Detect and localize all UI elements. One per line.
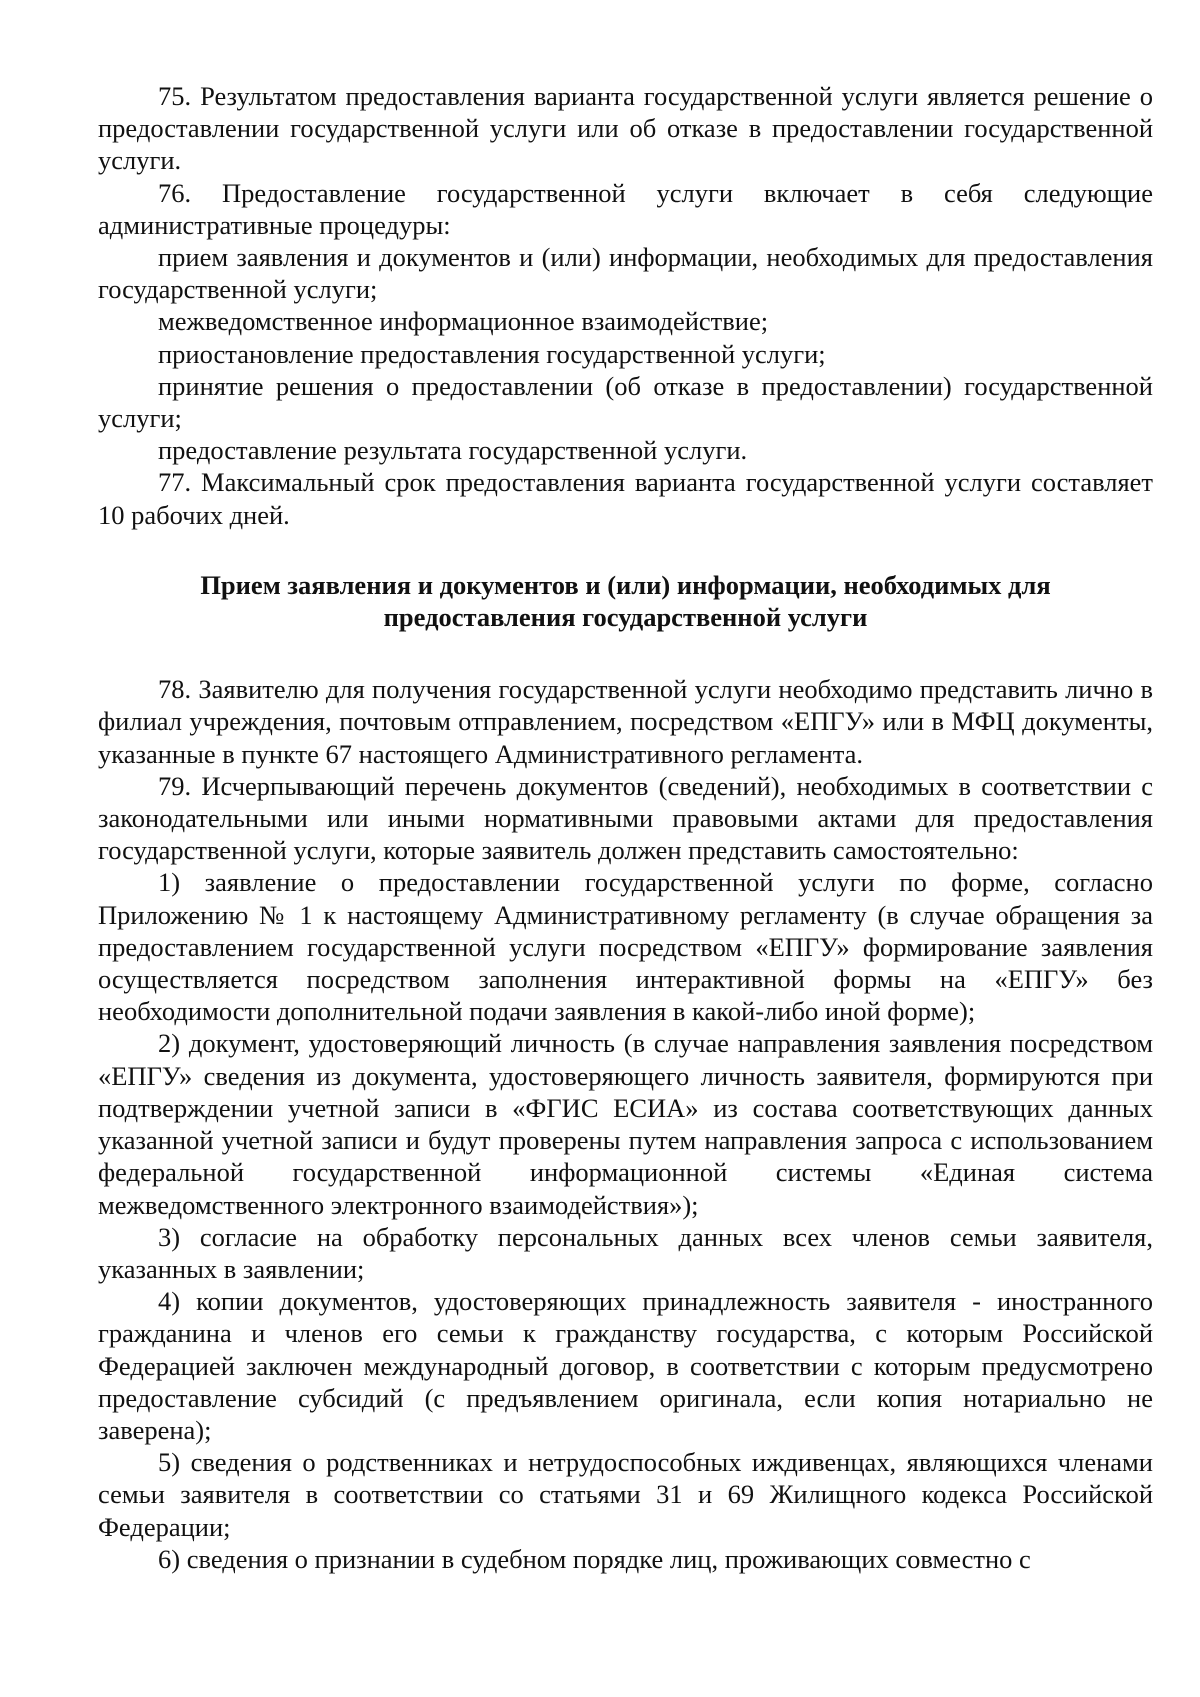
section-heading-line-1: Прием заявления и документов и (или) информации, необходимых для bbox=[200, 569, 1051, 600]
paragraph-75: 75. Результатом предоставления варианта государственной услуги является решение о предоставлении государственной услуги или об отказе в предоставлении государственной услуги. bbox=[98, 81, 1153, 176]
list-item-6-court-recognition: 6) сведения о признании в судебном порядке лиц, проживающих совместно с bbox=[158, 1543, 1031, 1574]
procedure-item-result: предоставление результата государственной услуги. bbox=[158, 435, 748, 466]
procedure-item-decision: принятие решения о предоставлении (об отказе в предоставлении) государственной услуги; bbox=[98, 370, 1153, 434]
list-item-3-consent: 3) согласие на обработку персональных данных всех членов семьи заявителя, указанных в заявлении; bbox=[98, 1221, 1153, 1284]
procedure-item-interagency: межведомственное информационное взаимодействие; bbox=[158, 306, 769, 337]
paragraph-79: 79. Исчерпывающий перечень документов (сведений), необходимых в соответствии с законодательными или иными нормативными правовыми актами для предоставления государственной услуги, которые заявитель должен представить самостоятельно: bbox=[98, 770, 1153, 866]
paragraph-76: 76. Предоставление государственной услуги включает в себя следующие административные процедуры: bbox=[98, 177, 1153, 240]
list-item-5-relatives-info: 5) сведения о родственниках и нетрудоспособных иждивенцах, являющихся членами семьи заявителя в соответствии со статьями 31 и 69 Жилищного кодекса Российской Федерации; bbox=[98, 1447, 1153, 1542]
paragraph-78: 78. Заявителю для получения государственной услуги необходимо представить лично в филиал учреждения, почтовым отправлением, посредством «ЕПГУ» или в МФЦ документы, указанные в пункте 67 настоящего Административного регламента. bbox=[98, 674, 1153, 769]
paragraph-77: 77. Максимальный срок предоставления варианта государственной услуги составляет 10 рабочих дней. bbox=[98, 467, 1153, 530]
section-heading bbox=[158, 569, 1093, 633]
procedure-item-reception: прием заявления и документов и (или) информации, необходимых для предоставления государственной услуги; bbox=[98, 242, 1153, 305]
list-item-4-citizenship-copies: 4) копии документов, удостоверяющих принадлежность заявителя - иностранного гражданина и членов его семьи к гражданству государства, с которым Российской Федерацией заключен международный договор, в соответствии с которым предусмотрено предоставление субсидий (с предъявлением оригинала, если копия нотариально не заверена); bbox=[98, 1286, 1153, 1445]
list-item-2-identity-document: 2) документ, удостоверяющий личность (в случае направления заявления посредством «ЕПГУ» сведения из документа, удостоверяющего личность заявителя, формируются при подтверждении учетной записи в «ФГИС ЕСИА» из состава соответствующих данных указанной учетной записи и будут проверены путем направления запроса с использованием федеральной государственной информационной системы «Единая система межведомственного электронного взаимодействия»); bbox=[98, 1028, 1153, 1220]
section-heading-line-2: предоставления государственной услуги bbox=[383, 602, 868, 633]
list-item-1-application: 1) заявление о предоставлении государственной услуги по форме, согласно Приложению № 1 к настоящему Административному регламенту (в случае обращения за предоставлением государственной услуги посредством «ЕПГУ» формирование заявления осуществляется посредством заполнения интерактивной формы на «ЕПГУ» без необходимости дополнительной подачи заявления в какой-либо иной форме); bbox=[98, 867, 1153, 1027]
procedure-item-suspension: приостановление предоставления государственной услуги; bbox=[158, 338, 826, 369]
